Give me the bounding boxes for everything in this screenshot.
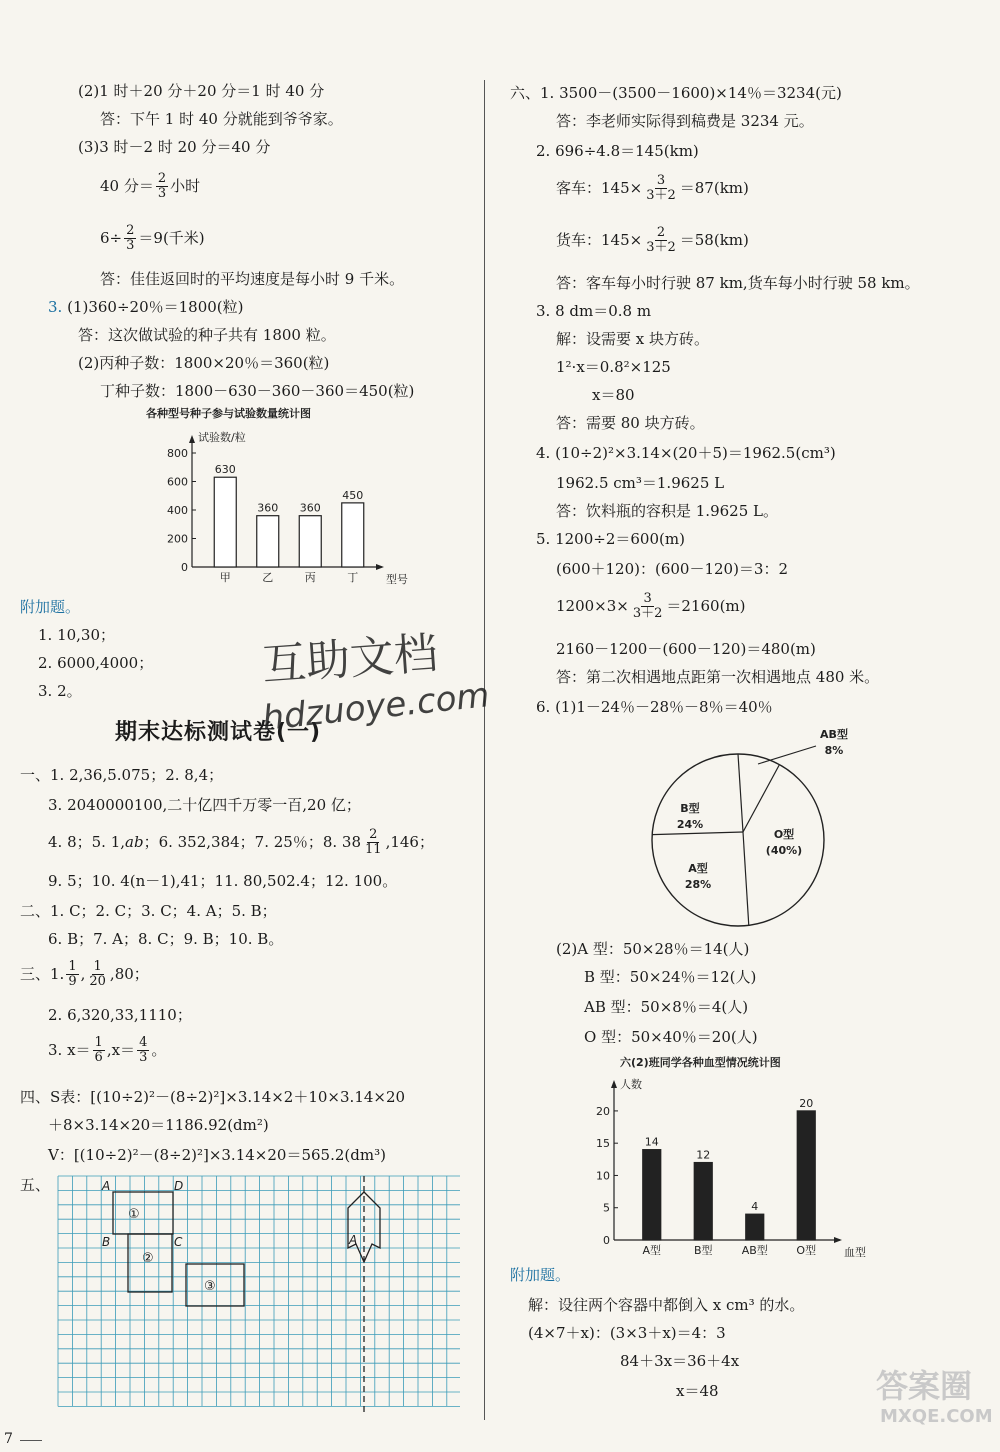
x-axis-label: 型号 — [386, 573, 408, 585]
denominator: 11 — [365, 842, 382, 858]
x-tick-label: 丙 — [304, 571, 316, 584]
text: 。 — [151, 1041, 167, 1060]
label-arrow-a: A — [349, 1233, 358, 1247]
x-tick-label: O型 — [796, 1244, 817, 1257]
pie-value-label: 28% — [684, 878, 712, 891]
pie-value-label: 8% — [824, 744, 844, 757]
x-tick-label: B型 — [693, 1244, 713, 1257]
right-line-13: 1962.5 cm³＝1.9625 L — [556, 474, 725, 492]
pie-label: A型 — [688, 862, 708, 875]
left-line-10: 丁种子数：1800－630－360－360＝450(粒) — [100, 382, 415, 400]
blood-type-pie-chart — [640, 720, 860, 940]
fraction — [363, 828, 384, 858]
numerator: 4 — [139, 1035, 148, 1050]
numerator: 1 — [94, 1035, 103, 1050]
pie-slice-edge — [652, 832, 743, 835]
right-line-4 — [556, 174, 749, 204]
fraction — [644, 226, 678, 256]
numerator: 1 — [93, 959, 102, 974]
sec3-line-a — [20, 960, 149, 990]
text: ＝2160(m) — [666, 597, 746, 616]
numerator: 2 — [157, 171, 167, 186]
bar — [299, 516, 321, 567]
blood-type-bar-chart — [580, 1054, 900, 1260]
y-tick-label: 20 — [596, 1104, 610, 1118]
x-tick-label: A型 — [642, 1244, 662, 1257]
pie-value-label: (40%) — [765, 844, 803, 857]
denominator: 3 — [139, 1050, 148, 1066]
seed-bar-chart — [140, 405, 410, 585]
text: 6÷ — [100, 229, 123, 248]
fraction — [156, 172, 168, 202]
label-2: ② — [142, 1251, 154, 1266]
bar-value-label: 20 — [799, 1096, 814, 1110]
bar — [694, 1163, 712, 1240]
right-line-18: 2160－1200－(600－120)＝480(m) — [556, 640, 816, 658]
y-axis-arrow — [611, 1080, 617, 1088]
text: 三、1. — [20, 965, 65, 984]
right-line-16: (600＋120)：(600－120)＝3：2 — [556, 560, 789, 578]
text: ,80； — [109, 965, 149, 984]
left-line-2: 答：下午 1 时 40 分就能到爷爷家。 — [100, 110, 343, 128]
page-number-rule — [20, 1440, 42, 1441]
left-line-5 — [100, 224, 205, 254]
chart-title: 各种型号种子参与试验数量统计图 — [146, 407, 311, 420]
right-line-20: 6. (1)1－24％－28％－8％＝40％ — [536, 698, 773, 716]
label-c: C — [174, 1235, 183, 1249]
text: 小时 — [170, 177, 201, 196]
y-tick-label: 200 — [167, 532, 188, 546]
grid-figure — [56, 1172, 460, 1418]
left-bonus-3: 3. 2。 — [38, 682, 82, 700]
right-line-23: AB 型：50×8％＝4(人) — [584, 998, 749, 1016]
text: ＝87(km) — [679, 179, 749, 198]
x-axis-arrow — [834, 1237, 842, 1243]
text: ab — [125, 833, 144, 852]
bar-value-label: 4 — [751, 1200, 759, 1214]
denominator: 3＋2 — [646, 188, 676, 204]
left-line-8: 答：这次做试验的种子共有 1800 粒。 — [78, 326, 336, 344]
sec2-line-b: 6. B；7. A；8. C；9. B；10. B。 — [48, 930, 284, 948]
left-line-1: (2)1 时＋20 分＋20 分＝1 时 40 分 — [78, 82, 325, 100]
exam-title: 期末达标测试卷(一) — [115, 720, 322, 745]
numerator: 1 — [68, 959, 77, 974]
text: 客车：145× — [556, 179, 643, 198]
denominator: 3＋2 — [632, 606, 663, 622]
y-axis-label: 试验数/粒 — [198, 431, 246, 444]
right-line-7: 3. 8 dm＝0.8 m — [536, 302, 652, 320]
y-axis-arrow — [189, 435, 195, 443]
pie-slice-edge — [743, 765, 779, 832]
denominator: 3＋2 — [646, 240, 676, 256]
right-line-10: x＝80 — [592, 386, 635, 404]
pie-label: B型 — [680, 802, 700, 815]
right-line-21: (2)A 型：50×28％＝14(人) — [556, 940, 750, 958]
bar — [214, 477, 236, 567]
bar-value-label: 450 — [342, 488, 364, 502]
label-1: ① — [128, 1207, 140, 1222]
bar — [342, 503, 364, 567]
text: ,x＝ — [106, 1041, 136, 1060]
right-line-8: 解：设需要 x 块方砖。 — [556, 330, 709, 348]
sec3-line-c — [48, 1036, 166, 1066]
pie-outline — [652, 754, 824, 926]
sec2-line-a: 二、1. C；2. C；3. C；4. A；5. B； — [20, 902, 277, 920]
pie-label: AB型 — [820, 728, 848, 741]
bar-value-label: 12 — [696, 1148, 711, 1162]
right-line-2: 答：李老师实际得到稿费是 3234 元。 — [556, 112, 814, 130]
chart-title: 六(2)班同学各种血型情况统计图 — [620, 1056, 781, 1069]
column-divider — [484, 80, 485, 1420]
denominator: 3 — [126, 238, 135, 254]
label-d: D — [174, 1179, 184, 1193]
fraction — [66, 960, 78, 990]
sec1-line-b: 3. 2040000100,二十亿四千万零一百,20 亿； — [48, 796, 361, 814]
rect-1 — [113, 1192, 173, 1234]
y-tick-label: 5 — [603, 1201, 610, 1215]
text: ；6. 352,384；7. 25％；8. 38 — [143, 833, 362, 852]
y-tick-label: 15 — [596, 1137, 610, 1151]
numerator: 2 — [369, 827, 378, 842]
text: ＝58(km) — [679, 231, 749, 250]
sec4-line-b: ＋8×3.14×20＝1186.92(dm²) — [48, 1116, 269, 1134]
x-axis-arrow — [376, 564, 384, 570]
label-3: ③ — [204, 1279, 216, 1294]
bar-value-label: 630 — [214, 463, 236, 477]
x-tick-label: 乙 — [262, 571, 274, 584]
fraction — [644, 174, 678, 204]
fraction — [93, 1036, 105, 1066]
left-bonus-1: 1. 10,30； — [38, 626, 116, 644]
bar — [797, 1111, 815, 1240]
y-axis-label: 人数 — [620, 1078, 642, 1091]
right-line-15: 5. 1200÷2＝600(m) — [536, 530, 685, 548]
right-line-14: 答：饮料瓶的容积是 1.9625 L。 — [556, 502, 778, 520]
right-line-12: 4. (10÷2)²×3.14×(20＋5)＝1962.5(cm³) — [536, 444, 836, 462]
grid-lines — [58, 1176, 460, 1406]
right-line-24: O 型：50×40％＝20(人) — [584, 1028, 758, 1046]
right-line-22: B 型：50×24％＝12(人) — [584, 968, 757, 986]
y-tick-label: 400 — [167, 504, 188, 517]
bar — [746, 1214, 764, 1240]
right-line-19: 答：第二次相遇地点距第一次相遇地点 480 米。 — [556, 668, 880, 686]
left-bonus-title: 附加题。 — [20, 598, 81, 616]
right-bonus-title: 附加题。 — [510, 1266, 571, 1284]
text: ,146； — [385, 833, 434, 852]
right-line-3: 2. 696÷4.8＝145(km) — [536, 142, 699, 160]
x-axis-label: 血型 — [844, 1246, 866, 1259]
text: (1)360÷20％＝1800(粒) — [67, 298, 244, 316]
right-bonus-2: (4×7＋x)：(3×3＋x)＝4：3 — [528, 1324, 726, 1342]
pie-value-label: 24% — [676, 818, 704, 831]
fraction — [87, 960, 108, 990]
x-tick-label: 甲 — [219, 571, 231, 584]
left-line-4 — [100, 172, 200, 202]
corner-watermark-cn: 答案圈 — [876, 1367, 973, 1405]
text: 40 分＝ — [100, 177, 154, 196]
y-tick-label: 800 — [167, 447, 188, 460]
y-tick-label: 10 — [596, 1169, 610, 1183]
denominator: 6 — [94, 1050, 103, 1066]
y-tick-label: 0 — [603, 1234, 610, 1247]
sec5-label: 五、 — [20, 1176, 51, 1194]
right-line-9: 1²·x＝0.8²×125 — [556, 358, 671, 376]
text: 货车：145× — [556, 231, 643, 250]
denominator: 9 — [68, 974, 77, 990]
pie-label: O型 — [773, 828, 795, 841]
bar-value-label: 360 — [299, 501, 321, 515]
y-tick-label: 0 — [181, 561, 188, 574]
right-bonus-3: 84＋3x＝36＋4x — [620, 1352, 740, 1370]
bar — [257, 516, 279, 567]
pie-leader-line — [758, 746, 816, 764]
bar-value-label: 14 — [644, 1135, 659, 1149]
denominator: 20 — [89, 974, 106, 990]
x-tick-label: AB型 — [741, 1244, 768, 1257]
right-line-1: 六、1. 3500－(3500－1600)×14％＝3234(元) — [510, 84, 842, 102]
label-b: B — [102, 1235, 111, 1249]
numerator: 2 — [126, 223, 135, 238]
left-line-6: 答：佳佳返回时的平均速度是每小时 9 千米。 — [100, 270, 405, 288]
fraction — [631, 592, 665, 622]
left-line-7 — [48, 300, 244, 315]
page-number: 7 — [4, 1431, 13, 1447]
sec4-line-c: V：[(10÷2)²－(8÷2)²]×3.14×20＝565.2(dm³) — [48, 1146, 386, 1164]
text: 3. x＝ — [48, 1041, 91, 1060]
label-a: A — [102, 1179, 111, 1193]
sec1-line-d: 9. 5；10. 4(n－1),41；11. 80,502.4；12. 100。 — [48, 872, 398, 890]
text: 1200×3× — [556, 597, 629, 616]
fraction — [137, 1036, 149, 1066]
pie-slice-edge — [743, 832, 749, 925]
left-bonus-2: 2. 6000,4000； — [38, 654, 154, 672]
right-line-5 — [556, 226, 749, 256]
bar-value-label: 360 — [257, 501, 279, 515]
sec1-line-c — [48, 828, 434, 858]
watermark-cn: 互助文档 — [260, 627, 440, 692]
bar — [643, 1150, 661, 1240]
denominator: 3 — [157, 186, 167, 202]
right-line-11: 答：需要 80 块方砖。 — [556, 414, 705, 432]
numerator: 3 — [643, 591, 652, 606]
right-line-6: 答：客车每小时行驶 87 km,货车每小时行驶 58 km。 — [556, 274, 920, 292]
text: , — [80, 965, 86, 984]
sec4-line-a: 四、S表：[(10÷2)²－(8÷2)²]×3.14×2＋10×3.14×20 — [20, 1088, 406, 1106]
numerator: 2 — [656, 225, 666, 240]
left-line-3: (3)3 时－2 时 20 分＝40 分 — [78, 138, 271, 156]
right-bonus-4: x＝48 — [676, 1382, 719, 1400]
text: 4. 8；5. 1, — [48, 833, 126, 852]
fraction — [124, 224, 136, 254]
right-bonus-1: 解：设往两个容器中都倒入 x cm³ 的水。 — [528, 1296, 805, 1314]
x-tick-label: 丁 — [347, 571, 359, 584]
item-number: 3. — [48, 298, 63, 316]
right-line-17 — [556, 592, 746, 622]
y-tick-label: 600 — [167, 475, 188, 489]
pie-slice-edge — [738, 754, 743, 832]
left-line-9: (2)丙种子数：1800×20％＝360(粒) — [78, 354, 330, 372]
text: ＝9(千米) — [138, 229, 205, 248]
sec1-line-a: 一、1. 2,36,5.075；2. 8,4； — [20, 766, 224, 784]
corner-watermark-url: MXQE.COM — [880, 1406, 993, 1427]
sec3-line-b: 2. 6,320,33,1110； — [48, 1006, 192, 1024]
numerator: 3 — [656, 173, 666, 188]
watermark-url: hdzuoye.com — [260, 675, 492, 739]
